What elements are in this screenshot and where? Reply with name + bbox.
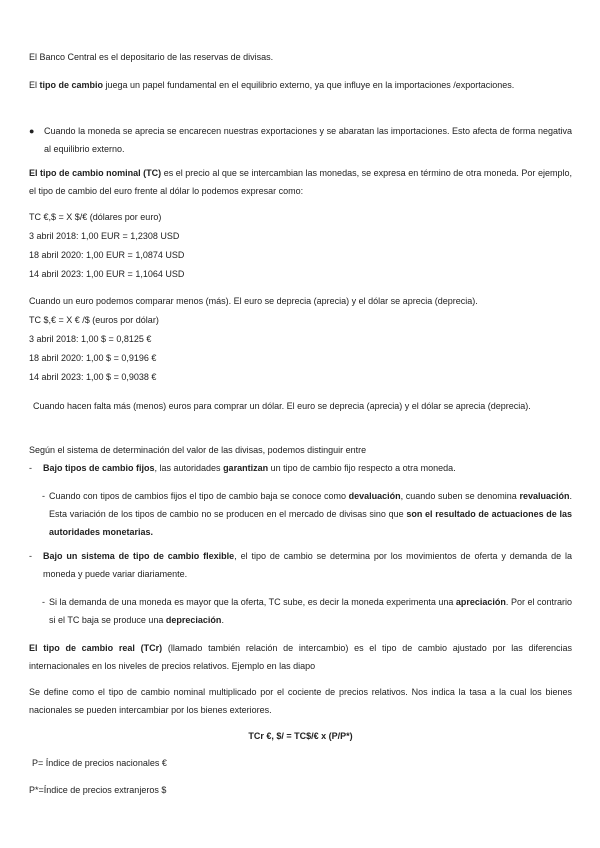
- term-tipo-cambio: tipo de cambio: [39, 80, 104, 90]
- tc-usd-line: 3 abril 2018: 1,00 $ = 0,8125 €: [29, 334, 152, 344]
- term-devaluacion: devaluación: [348, 491, 401, 501]
- tc-usd-line: TC $,€ = X € /$ (euros por dólar): [29, 315, 159, 325]
- term-apreciacion: apreciación: [455, 597, 506, 607]
- dash-marker: -: [29, 551, 32, 561]
- paragraph-tipo-cambio: El tipo de cambio juega un papel fundamental en el equilibrio externo, ya que influye en la importaciones /exportaciones.: [29, 80, 515, 90]
- dash-marker: -: [42, 597, 45, 607]
- term-cambio-fijo: Bajo tipos de cambio fijos: [43, 463, 155, 473]
- subitem-devaluacion: Cuando con tipos de cambios fijos el tipo de cambio baja se conoce como devaluación, cuando suben se denomina revaluación. Esta variación de los tipos de cambio no se producen en el mercado de divisas sino que son el resultado de actuaciones de las autoridades monetarias.: [49, 491, 572, 537]
- term-depreciacion: depreciación: [165, 615, 222, 625]
- term-tc-real: El tipo de cambio real (TCr): [29, 643, 163, 653]
- tc-usd-line: 18 abril 2020: 1,00 $ = 0,9196 €: [29, 353, 157, 363]
- tc-eur-line: 18 abril 2020: 1,00 EUR = 1,0874 USD: [29, 250, 185, 260]
- paragraph-sistema: Según el sistema de determinación del valor de las divisas, podemos distinguir entre: [29, 445, 367, 455]
- term-cambio-flexible: Bajo un sistema de tipo de cambio flexible: [43, 551, 235, 561]
- definition-p: P= Índice de precios nacionales €: [32, 758, 167, 768]
- tc-eur-line: 3 abril 2018: 1,00 EUR = 1,2308 USD: [29, 231, 180, 241]
- paragraph-tc-real: El tipo de cambio real (TCr) (llamado también relación de intercambio) es el tipo de cambio ajustado por las diferencias internacionales en los niveles de precios relativos. Ejemplo en las diapo: [29, 643, 572, 671]
- paragraph-hacen-falta: Cuando hacen falta más (menos) euros para comprar un dólar. El euro se deprecia (aprecia) y el dólar se aprecia (deprecia).: [33, 401, 531, 411]
- term-revaluacion: revaluación: [519, 491, 570, 501]
- item-cambio-fijo: Bajo tipos de cambio fijos, las autoridades garantizan un tipo de cambio fijo respecto a otra moneda.: [43, 463, 456, 473]
- subitem-apreciacion: Si la demanda de una moneda es mayor que la oferta, TC sube, es decir la moneda experimenta una apreciación. Por el contrario si el TC baja se produce una depreciación.: [49, 597, 572, 625]
- paragraph-definicion: Se define como el tipo de cambio nominal multiplicado por el cociente de precios relativos. Nos indica la tasa a la cual los bienes nacionales se pueden intercambiar por los bienes exteriores.: [29, 687, 572, 715]
- item-cambio-flexible: Bajo un sistema de tipo de cambio flexible, el tipo de cambio se determina por los movimientos de oferta y demanda de la moneda y puede variar diariamente.: [43, 551, 573, 579]
- tc-usd-line: 14 abril 2023: 1,00 $ = 0,9038 €: [29, 372, 157, 382]
- paragraph-euro-compara: Cuando un euro podemos comparar menos (más). El euro se deprecia (aprecia) y el dólar se aprecia (deprecia).: [29, 296, 478, 306]
- definition-p-star: P*=Índice de precios extranjeros $: [29, 785, 167, 795]
- tc-eur-line: TC €,$ = X $/€ (dólares por euro): [29, 212, 162, 222]
- formula-tc-real: TCr €, $/ = TC$/€ x (P/P*): [248, 731, 353, 741]
- paragraph-banco-central: El Banco Central es el depositario de las reservas de divisas.: [29, 52, 274, 62]
- dash-marker: -: [29, 463, 32, 473]
- dash-marker: -: [42, 491, 45, 501]
- term-tc-nominal: El tipo de cambio nominal (TC): [29, 168, 162, 178]
- paragraph-tc-nominal: El tipo de cambio nominal (TC) es el precio al que se intercambian las monedas, se expresa en término de otra moneda. Por ejemplo, el tipo de cambio del euro frente al dólar lo podemos expresar como:: [29, 168, 572, 196]
- bullet-apreciacion: Cuando la moneda se aprecia se encarecen nuestras exportaciones y se abaratan las importaciones. Esto afecta de forma negativa al equilibrio externo.: [44, 126, 572, 154]
- bullet-icon: ●: [29, 126, 35, 136]
- tc-eur-line: 14 abril 2023: 1,00 EUR = 1,1064 USD: [29, 269, 185, 279]
